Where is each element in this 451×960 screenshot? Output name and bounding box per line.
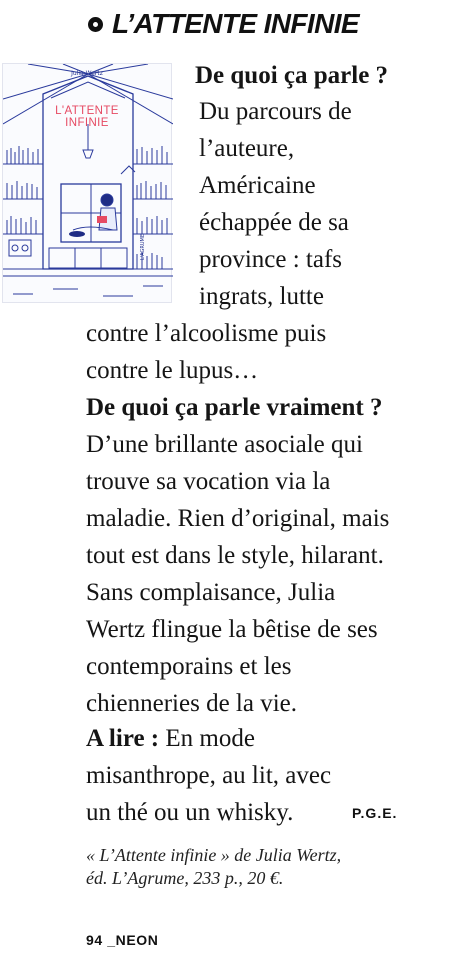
body-line: trouve sa vocation via la [86,468,331,495]
body-line: Sans complaisance, Julia [86,579,336,606]
body-line: misanthrope, au lit, avec [86,762,332,789]
body-line: Du parcours de [199,98,352,125]
question-heading: De quoi ça parle ? [195,62,389,89]
book-reference: « L’Attente infinie » de Julia Wertz, [86,845,342,865]
body-line: D’une brillante asociale qui [86,431,363,458]
author-credit: P.G.E. [352,805,398,821]
body-line: un thé ou un whisky. [86,799,294,826]
cover-illustration [3,64,173,304]
verdict-label: A lire : [86,725,160,752]
article-header [88,4,359,44]
book-cover-image [2,63,172,303]
circle-bullet-icon [88,17,103,32]
cover-title [3,105,171,129]
body-line: Américaine [199,172,316,199]
body-line: échappée de sa [199,209,349,236]
body-line: contre le lupus… [86,357,259,384]
verdict-text: En mode [165,725,255,752]
cover-author: Julia Wertz [71,70,103,77]
book-reference: éd. L’Agrume, 233 p., 20 €. [86,868,284,888]
body-line: contre l’alcoolisme puis [86,320,327,347]
question-heading: De quoi ça parle vraiment ? [86,394,383,421]
cover-publisher: L'AGRUME [140,234,146,260]
body-line: tout est dans le style, hilarant. [86,542,384,569]
page-footer: 94 _NEON [86,932,159,948]
body-line: l’auteure, [199,135,295,162]
body-line: ingrats, lutte [199,283,324,310]
verdict-line [86,720,255,758]
body-line: province : tafs [199,246,343,273]
body-line: maladie. Rien d’original, mais [86,505,390,532]
body-line: chienneries de la vie. [86,690,298,717]
body-line: Wertz flingue la bêtise de ses [86,616,378,643]
article-title: L’ATTENTE INFINIE [112,8,359,39]
cover-title-line: L'ATTENTE [55,105,119,117]
body-line: contemporains et les [86,653,292,680]
cover-title-line: INFINIE [65,117,109,129]
